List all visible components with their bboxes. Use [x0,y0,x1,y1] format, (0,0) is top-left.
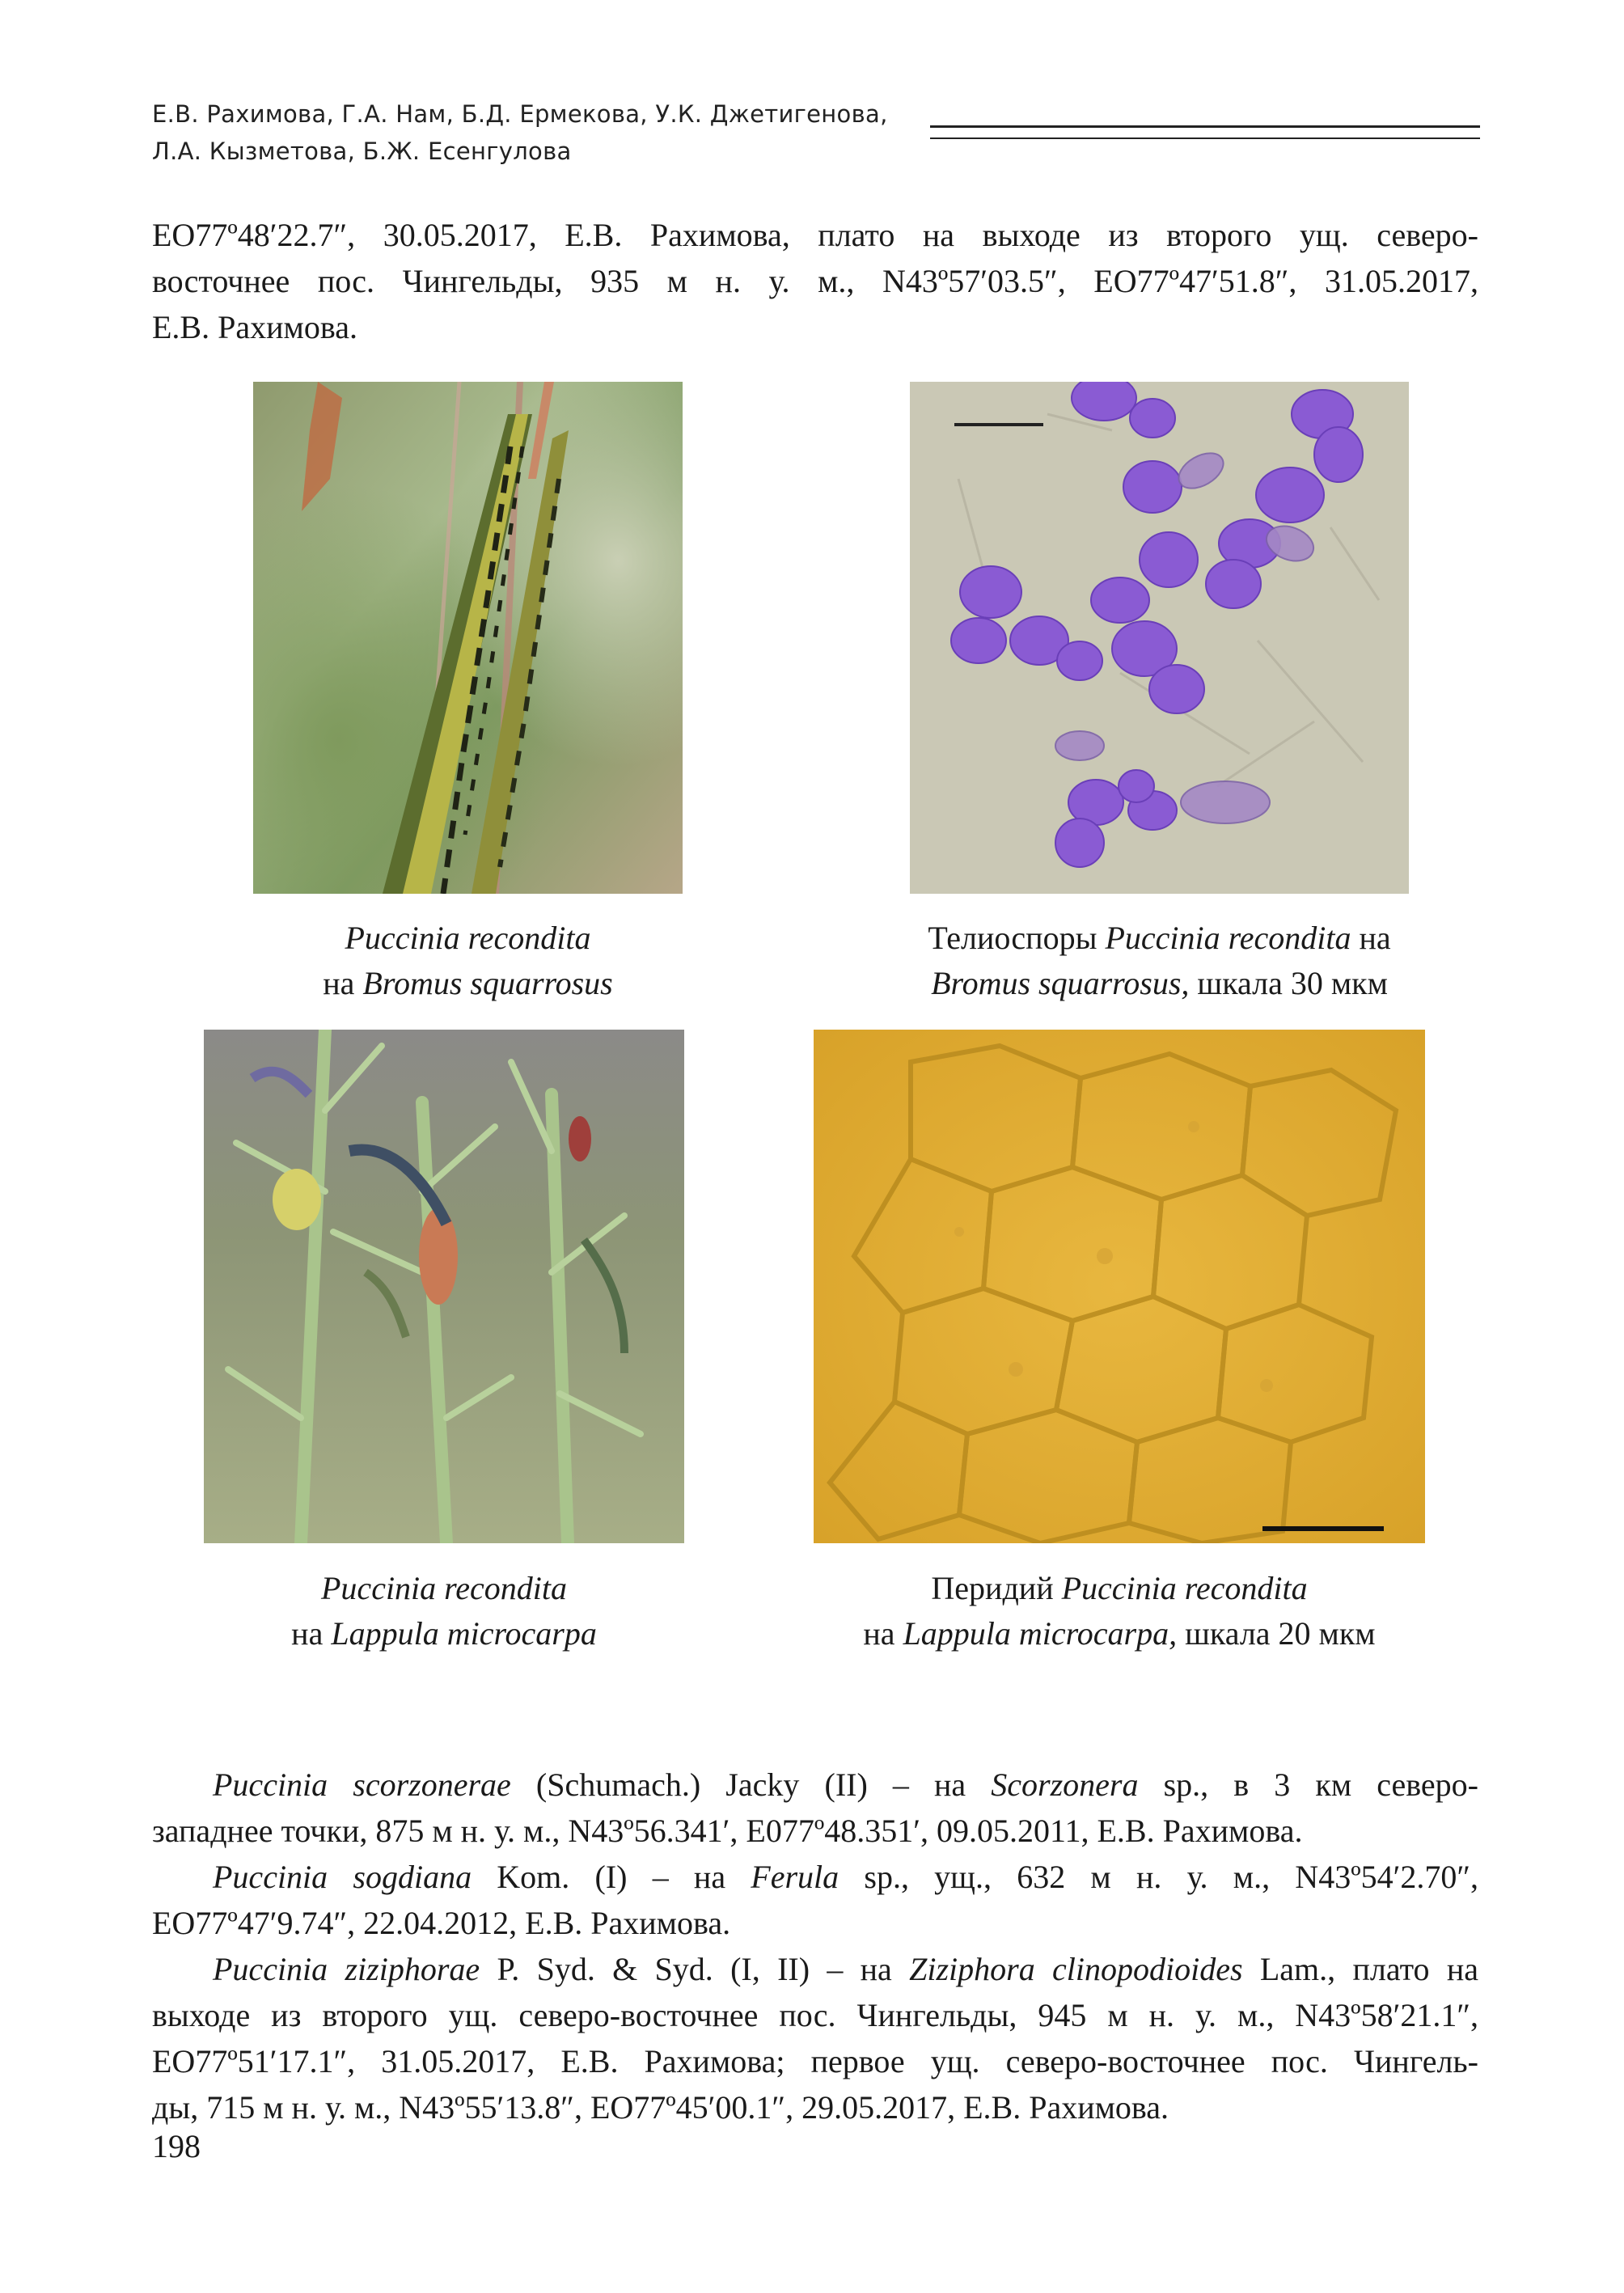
authors-line-2: Л.А. Кызметова, Б.Ж. Есенгулова [152,137,572,165]
header-double-rule [930,125,1480,139]
running-header-authors [152,95,920,170]
caption-4-host: Lappula microcarpa, [903,1615,1178,1652]
caption-3-prefix: на [291,1615,332,1652]
caption-figure-2 [849,916,1470,1006]
species-3-line-3: ЕО77º51′17.1″, 31.05.2017, Е.В. Рахимова; первое ущ. северо-восточнее пос. Чингель- [152,2043,1478,2079]
caption-figure-1 [253,916,683,1006]
caption-4-scale: шкала 20 мкм [1177,1615,1376,1652]
caption-4-host-prefix: на [863,1615,903,1652]
intro-line-2: восточнее пос. Чингельды, 935 м н. у. м., N43º57′03.5″, ЕО77º47′51.8″, 31.05.2017, [152,263,1478,299]
photo-puccinia-on-bromus [253,382,683,894]
caption-1-host: Bromus squarrosus [362,965,613,1001]
caption-figure-4 [814,1566,1425,1656]
species-3-name: Puccinia ziziphorae [213,1951,480,1987]
caption-1-prefix: на [323,965,363,1001]
micrograph-teliospores [910,382,1409,894]
intro-line-3: Е.В. Рахимова. [152,309,357,345]
species-1-line-2: западнее точки, 875 м н. у. м., N43º56.341′, E077º48.351′, 09.05.2011, Е.В. Рахимова. [152,1813,1303,1849]
species-3-line-1 [152,1946,1478,1992]
species-3-line-2: выходе из второго ущ. северо-восточнее пос. Чингельды, 945 м н. у. м., N43º58′21.1″, [152,1997,1478,2033]
species-2-host: Ferula [751,1859,839,1895]
page-number: 198 [152,2128,201,2164]
species-2-line-1 [152,1854,1478,1900]
species-3-line-4: ды, 715 м н. у. м., N43º55′13.8″, ЕО77º45′00.1″, 29.05.2017, Е.В. Рахимова. [152,2089,1169,2126]
caption-4-species: Puccinia recondita [1061,1570,1308,1606]
species-records [152,1762,1478,2130]
caption-2-scale: шкала 30 мкм [1189,965,1388,1001]
species-1-authority: (Schumach.) Jacky (II) – на [510,1766,992,1803]
photo-puccinia-on-lappula [204,1030,684,1543]
species-3-authority: P. Syd. & Syd. (I, II) – на [480,1951,910,1987]
species-3-locality: Lam., плато на [1242,1951,1478,1987]
caption-2-host: Bromus squarrosus, [931,965,1190,1001]
caption-4-prefix: Перидий [931,1570,1062,1606]
species-2-line-2: ЕО77º47′9.74″, 22.04.2012, Е.В. Рахимова. [152,1905,731,1941]
species-1-host: Scorzonera [991,1766,1139,1803]
caption-2-species: Puccinia recondita [1105,920,1351,956]
caption-1-species: Puccinia recondita [345,920,591,956]
caption-2-prefix: Телиоспоры [928,920,1106,956]
species-1-name: Puccinia scorzonerae [213,1766,511,1803]
micrograph-peridium [814,1030,1425,1543]
species-2-locality: sp., ущ., 632 м н. у. м., N43º54′2.70″, [839,1859,1479,1895]
intro-paragraph [152,212,1478,350]
authors-line-1: Е.В. Рахимова, Г.А. Нам, Б.Д. Ермекова, У.К. Джетигенова, [152,100,888,128]
species-2-name: Puccinia sogdiana [213,1859,472,1895]
caption-2-suffix: на [1351,920,1391,956]
caption-3-host: Lappula microcarpa [331,1615,597,1652]
species-2-authority: Kom. (I) – на [472,1859,751,1895]
species-1-locality: sp., в 3 км северо- [1138,1766,1478,1803]
intro-line-1: ЕО77º48′22.7″, 30.05.2017, Е.В. Рахимова, плато на выходе из второго ущ. северо- [152,217,1478,253]
caption-3-species: Puccinia recondita [321,1570,567,1606]
species-3-host: Ziziphora clinopodioides [909,1951,1243,1987]
caption-figure-3 [204,1566,684,1656]
species-1-line-1 [152,1762,1478,1808]
